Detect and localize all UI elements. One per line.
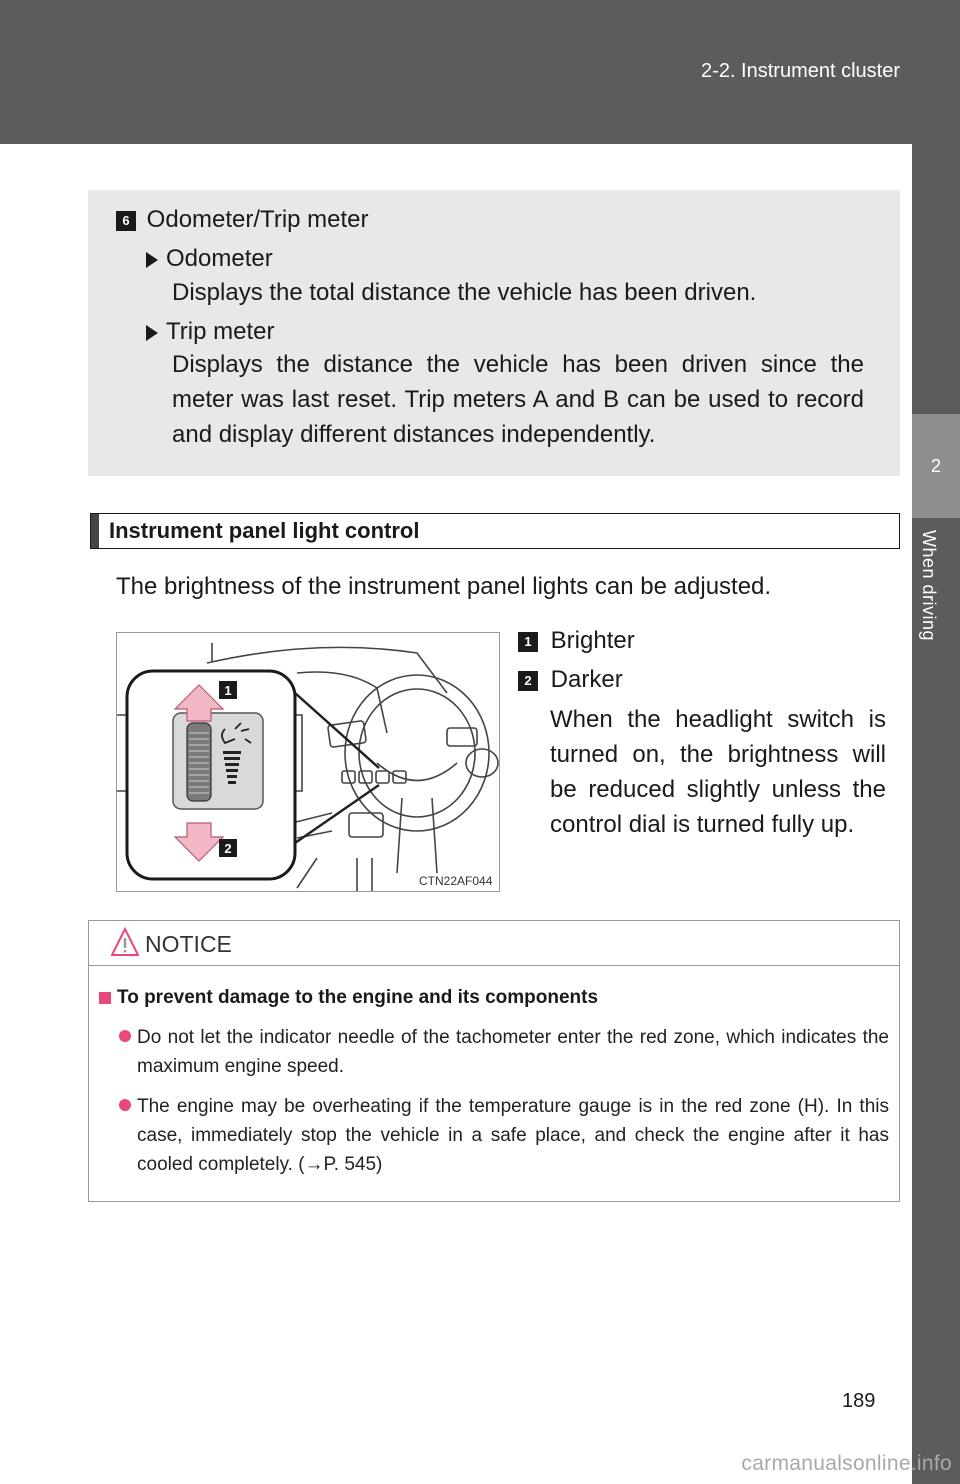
- heading-bar: [91, 514, 99, 548]
- watermark: carmanualsonline.info: [741, 1452, 952, 1475]
- legend-brighter: [518, 624, 635, 658]
- dashboard-figure: [116, 632, 500, 892]
- notice-bullet-1: Do not let the indicator needle of the tachometer enter the red zone, which indicates the maximum engine speed.: [137, 1027, 889, 1077]
- legend-brighter-label: Brighter: [550, 627, 635, 654]
- odometer-item-name: Odometer: [166, 245, 273, 272]
- trip-item-desc: Displays the distance the vehicle has been driven since the meter was last reset. Trip meters A and B can be used to record and display different distances independently.: [172, 351, 864, 448]
- notice-box: [88, 920, 900, 1202]
- trip-item-name: Trip meter: [166, 318, 275, 345]
- odometer-item-desc: Displays the total distance the vehicle has been driven.: [172, 279, 757, 306]
- legend-darker: [518, 663, 623, 697]
- notice-subhead: To prevent damage to the engine and its components: [117, 987, 599, 1008]
- figure-badge-2: 2: [224, 841, 232, 856]
- section-heading: [90, 513, 900, 549]
- notice-subhead-row: [99, 987, 598, 1009]
- odometer-item: [146, 242, 273, 276]
- figure-code: CTN22AF044: [419, 874, 493, 888]
- side-tab-title: When driving: [919, 530, 939, 642]
- warning-triangle-icon: [111, 927, 139, 957]
- triangle-bullet-icon: [146, 325, 158, 341]
- notice-bullet-2: The engine may be overheating if the temperature gauge is in the red zone (H). In this case, immediately stop the vehicle in a safe place, and check the engine after it has cooled completely. (→P. 545): [137, 1096, 889, 1175]
- intro-text: The brightness of the instrument panel lights can be adjusted.: [116, 573, 772, 600]
- side-tab-bottom: [912, 518, 960, 1484]
- notice-header: [89, 921, 899, 966]
- figure-badge-1: 1: [224, 683, 232, 698]
- side-tab-top: [912, 144, 960, 414]
- odometer-heading: [116, 203, 369, 237]
- section-heading-text: Instrument panel light control: [109, 518, 420, 543]
- badge-2: 2: [518, 671, 538, 691]
- badge-1: 1: [518, 632, 538, 652]
- side-tab-number: 2: [912, 414, 960, 518]
- dashboard-illustration: [117, 633, 499, 891]
- notice-title: NOTICE: [145, 931, 232, 957]
- round-bullet-icon: [119, 1030, 131, 1042]
- badge-6: 6: [116, 211, 136, 231]
- triangle-bullet-icon: [146, 252, 158, 268]
- square-bullet-icon: [99, 992, 111, 1004]
- odometer-title: Odometer/Trip meter: [146, 206, 369, 233]
- round-bullet-icon: [119, 1099, 131, 1111]
- trip-item: [146, 315, 274, 349]
- brightness-note: When the headlight switch is turned on, the brightness will be reduced slightly unless the control dial is turned fully up.: [550, 706, 886, 838]
- page-number: 189: [842, 1390, 876, 1412]
- legend-darker-label: Darker: [550, 666, 623, 693]
- section-title: 2-2. Instrument cluster: [701, 60, 900, 82]
